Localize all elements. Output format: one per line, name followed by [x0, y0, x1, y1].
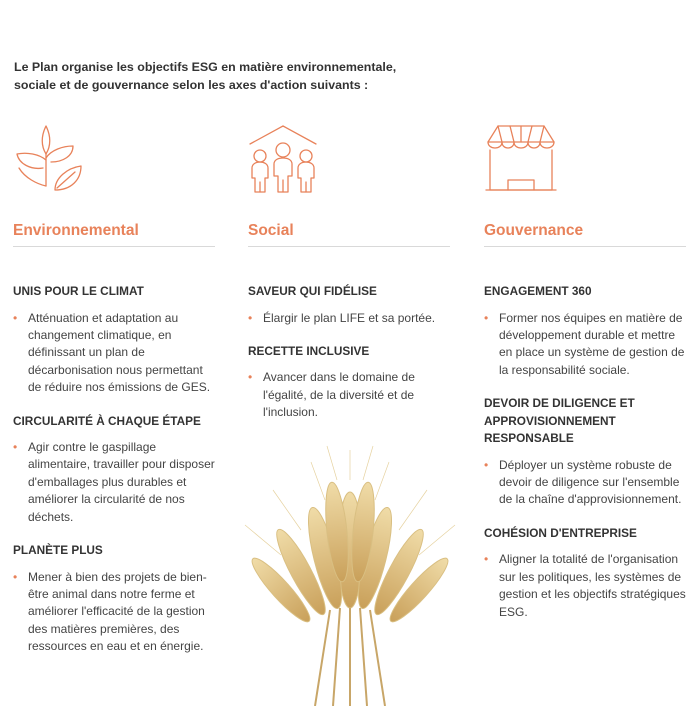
section-recette [248, 343, 450, 422]
section-title: UNIS POUR LE CLIMAT [13, 284, 144, 298]
section-title: CIRCULARITÉ À CHAQUE ÉTAPE [13, 413, 201, 428]
column-title: Gouvernance [484, 222, 686, 247]
list-item: • Élargir le plan LIFE et sa portée. [248, 310, 450, 327]
section-title: COHÉSION D'ENTREPRISE [484, 525, 637, 540]
list-item: • Avancer dans le domaine de l'égalité, de la diversité et de l'inclusion. [248, 369, 450, 421]
list-item: • Mener à bien des projets de bien-être animal dans notre ferme et améliorer l'efficacité de la gestion des matières premières, des ressources en eau et en énergie. [13, 569, 215, 656]
section-title: PLANÈTE PLUS [13, 543, 103, 558]
wheat-image [215, 440, 485, 706]
storefront-icon [484, 124, 686, 194]
section-title: RECETTE INCLUSIVE [248, 343, 370, 358]
section-title: SAVEUR QUI FIDÉLISE [248, 284, 377, 298]
list-item: • Agir contre le gaspillage alimentaire, travailler pour disposer d'emballages plus durables et améliorer la circularité de nos déchets. [13, 439, 215, 526]
section-diligence [484, 395, 686, 509]
section-climat [13, 283, 215, 397]
column-title: Social [248, 222, 450, 247]
intro-text: Le Plan organise les objectifs ESG en matière environnementale, sociale et de gouvernance selon les axes d'action suivants : [14, 60, 397, 92]
section-saveur [248, 283, 450, 327]
section-circularite [13, 413, 215, 527]
column-social [248, 124, 450, 438]
section-title: DEVOIR DE DILIGENCE ET APPROVISIONNEMENT RESPONSABLE [484, 396, 635, 446]
leaf-icon [13, 124, 215, 194]
list-item: • Aligner la totalité de l'organisation sur les politiques, les systèmes de gestion et les objectifs stratégiques ESG. [484, 551, 686, 621]
column-governance [484, 124, 686, 637]
people-house-icon [248, 124, 450, 194]
section-engagement [484, 283, 686, 379]
section-cohesion [484, 525, 686, 621]
column-title: Environnemental [13, 222, 215, 247]
section-planete [13, 542, 215, 656]
list-item: • Former nos équipes en matière de développement durable et mettre en place un système de gestion de la responsabilité sociale. [484, 310, 686, 380]
column-environmental [13, 124, 215, 672]
list-item: • Déployer un système robuste de devoir de diligence sur l'ensemble de la chaîne d'approvisionnement. [484, 457, 686, 509]
section-title: ENGAGEMENT 360 [484, 284, 592, 298]
list-item: • Atténuation et adaptation au changement climatique, en définissant un plan de décarbonisation nous permettant de réduire nos émissions de GES. [13, 310, 215, 397]
